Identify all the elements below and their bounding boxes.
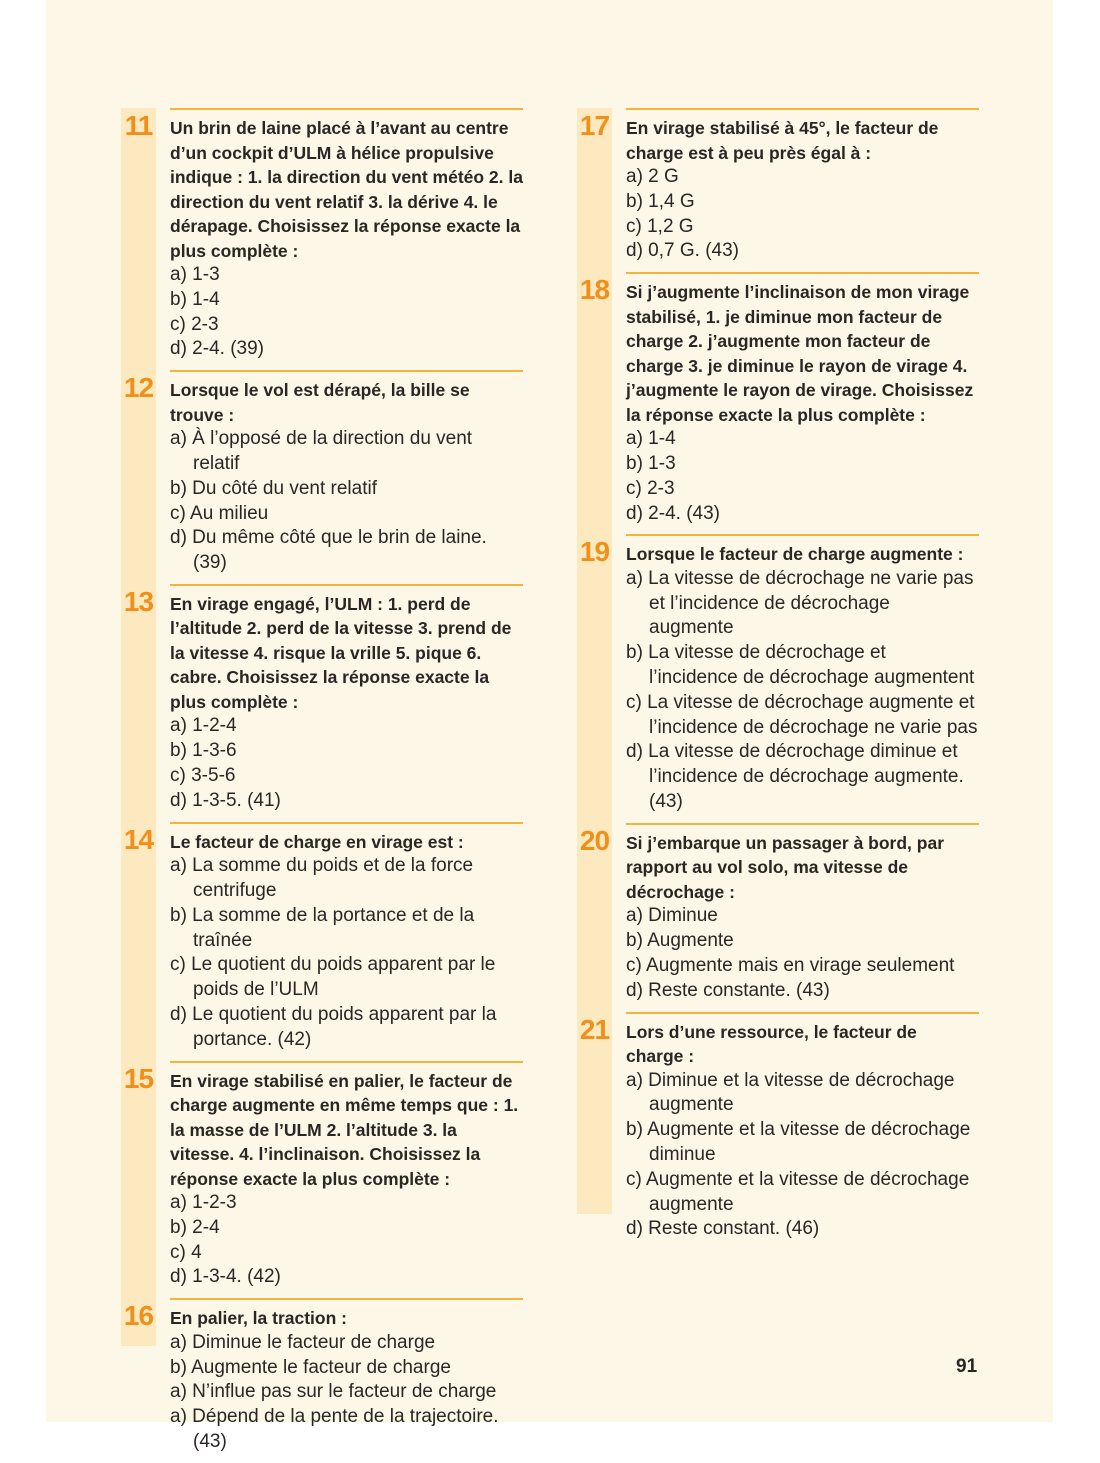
question-number: 13 [123,585,154,617]
answer-option: b) 2-4 [170,1216,220,1238]
question-body [626,823,979,1012]
question-block [121,1061,523,1299]
answer-option: a) 2 G [626,166,679,187]
question-body [170,584,523,822]
answer-option: b) La vitesse de décrochage et l’incidence de décrochage augmentent [626,642,975,689]
question-number: 18 [579,274,610,306]
answer-option: d) 1-3-5. (41) [170,789,281,811]
answer-option: a) 1-2-3 [170,1192,237,1214]
answer-option: b) 1-4 [170,288,220,310]
answer-option: d) 0,7 G. (43) [626,240,739,262]
question-block [577,823,979,1012]
question-block [121,822,523,1061]
question-block [577,534,979,822]
question-stem: Un brin de laine placé à l’avant au centre d’un cockpit d’ULM à hélice propulsive indique : 1. la direction du vent météo 2. la direction du vent relatif 3. la dérive 4. le dérapage. Choisissez la réponse exacte la plus complète : [170,118,523,261]
question-body [626,534,979,822]
answer-option: c) 1,2 G [626,215,694,237]
question-number: 20 [579,824,610,856]
answer-option: b) 1,4 G [626,190,695,212]
question-number: 17 [579,110,610,141]
question-list [121,108,523,1463]
answer-option: c) Le quotient du poids apparent par le poids de l’ULM [170,954,496,1001]
question-stem: En virage stabilisé à 45°, le facteur de charge est à peu près égal à : [626,118,939,163]
answer-option: d) Le quotient du poids apparent par la portance. (42) [170,1003,497,1050]
answer-option: d) 2-4. (43) [626,502,720,524]
answer-option: c) La vitesse de décrochage augmente et l’incidence de décrochage ne varie pas [626,691,978,738]
answer-option: b) La somme de la portance et de la traînée [170,904,475,951]
answer-option: a) 1-3 [170,264,220,285]
answer-option: a) N’influe pas sur le facteur de charge [170,1381,497,1403]
answer-option: c) 3-5-6 [170,765,236,787]
question-number: 12 [123,372,154,404]
question-block [577,1012,979,1251]
question-number: 16 [123,1300,154,1332]
answer-option: a) Dépend de la pente de la trajectoire. (43) [170,1406,499,1452]
question-stem: Le facteur de charge en virage est : [170,831,464,852]
question-block [577,108,979,272]
question-body [170,1061,523,1299]
answer-option: d) Reste constante. (43) [626,979,830,1001]
answer-option: c) Au milieu [170,502,269,524]
answer-option: d) Du même côté que le brin de laine. (39) [170,527,487,574]
answer-option: a) À l’opposé de la direction du vent relatif [170,428,473,474]
question-stem: En virage stabilisé en palier, le facteur de charge augmente en même temps que : 1. la masse de l’ULM 2. l’altitude 3. la vitesse. 4. l’inclinaison. Choisissez la réponse exacte la plus complète : [170,1070,519,1189]
answer-option: a) Diminue et la vitesse de décrochage augmente [626,1069,955,1116]
page-number: 91 [956,1356,978,1377]
question-number: 21 [579,1013,610,1045]
answer-option: a) Diminue [626,905,718,927]
question-stem: Si j’augmente l’inclinaison de mon virage stabilisé, 1. je diminue mon facteur de charge 2. j’augmente mon facteur de charge 3. je diminue le rayon de virage 4. j’augmente le rayon de virage. Choisissez la réponse exacte la plus complète : [626,282,974,425]
question-number: 11 [124,110,153,141]
question-block [121,108,523,370]
answer-option: a) 1-2-4 [170,715,237,737]
answer-option: b) Augmente et la vitesse de décrochage diminue [626,1119,971,1165]
answer-option: b) 1-3 [626,452,676,474]
left-column [121,108,523,1463]
answer-option: c) Augmente mais en virage seulement [626,954,955,976]
answer-option: c) 2-3 [170,313,219,335]
question-stem: En palier, la traction : [170,1308,347,1329]
answer-option: a) 1-4 [626,428,676,450]
question-block [121,1298,523,1462]
answer-option: b) Augmente [626,930,734,952]
answer-option: c) 2-3 [626,477,675,499]
answer-option: a) Diminue le facteur de charge [170,1331,436,1353]
answer-option: a) La vitesse de décrochage ne varie pas et l’incidence de décrochage augmente [626,567,974,639]
question-number: 19 [579,536,610,568]
answer-option: d) Reste constant. (46) [626,1218,820,1240]
question-number: 14 [123,823,154,855]
answer-option: c) Augmente et la vitesse de décrochage augmente [626,1168,970,1215]
question-body [170,108,523,370]
question-body [626,108,979,272]
answer-option: b) Augmente le facteur de charge [170,1356,451,1378]
question-block [121,584,523,822]
answer-option: d) La vitesse de décrochage diminue et l’incidence de décrochage augmente. (43) [626,741,964,813]
answer-option: d) 2-4. (39) [170,338,264,360]
question-block [577,272,979,534]
question-number: 15 [123,1062,154,1094]
right-column [577,108,979,1250]
question-block [121,370,523,584]
answer-option: b) 1-3-6 [170,740,237,762]
question-body [626,272,979,534]
question-body [170,370,523,584]
question-stem: En virage engagé, l’ULM : 1. perd de l’altitude 2. perd de la vitesse 3. prend de la vitesse 4. risque la vrille 5. pique 6. cabre. Choisissez la réponse exacte la plus complète : [170,593,512,712]
answer-option: b) Du côté du vent relatif [170,477,377,499]
question-body [170,822,523,1061]
question-list [577,108,979,1250]
question-body [170,1298,523,1462]
question-stem: Si j’embarque un passager à bord, par rapport au vol solo, ma vitesse de décrochage : [626,832,945,902]
answer-option: a) La somme du poids et de la force centrifuge [170,855,474,901]
question-stem: Lorsque le vol est dérapé, la bille se trouve : [170,380,470,425]
question-stem: Lorsque le facteur de charge augmente : [626,544,964,565]
answer-option: c) 4 [170,1241,202,1263]
answer-option: d) 1-3-4. (42) [170,1266,281,1288]
question-stem: Lors d’une ressource, le facteur de charge : [626,1021,917,1067]
question-body [626,1012,979,1251]
